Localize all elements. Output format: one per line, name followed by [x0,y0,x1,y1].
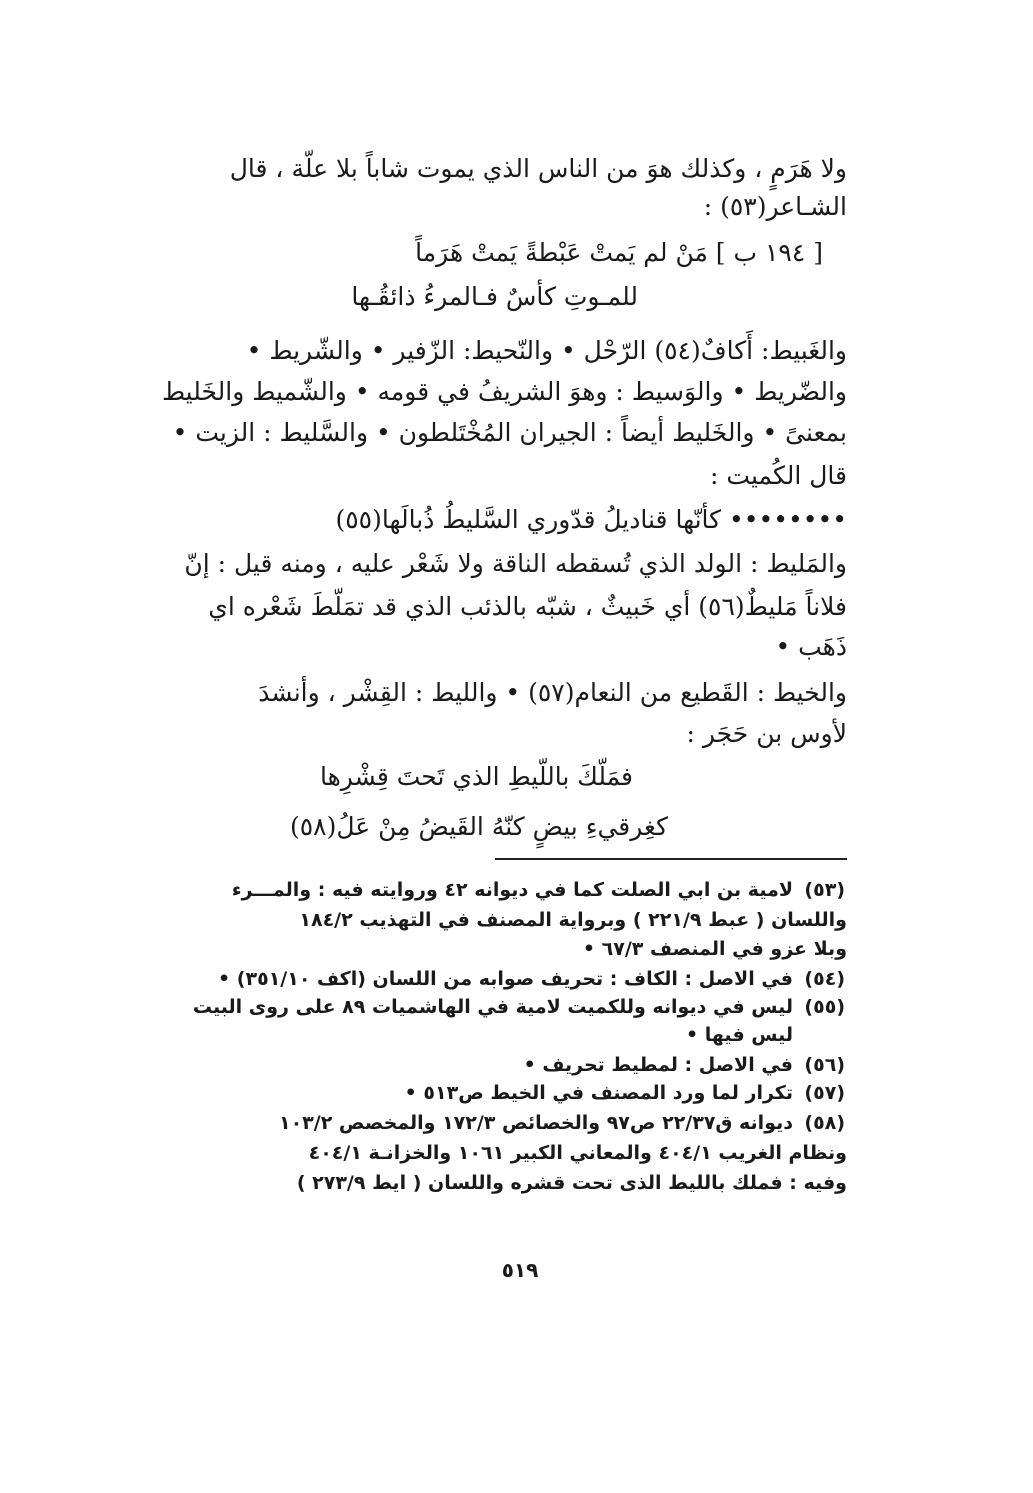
footnote-line: في الاصل : لمطيط تحريف • [523,1054,793,1076]
verse-hemistich: فمَلّكَ باللّيطِ الذي تَحتَ قِشْرِها [319,762,633,791]
footnote-number: (٥٨) [804,1112,845,1134]
body-line: قال الكُميت : [710,461,847,490]
body-line: لأوس بن حَجَر : [686,719,847,748]
body-line: الشـاعر(٥٣) : [703,192,847,221]
footnote-number: (٥٧) [804,1082,845,1104]
footnote-line: ونظام الغريب ٤٠٤/١ والمعاني الكبير ١٠٦١ والخزانـة ٤٠٤/١ [308,1142,847,1164]
footnote-line: في الاصل : الكاف : تحريف صوابه من اللسان (اكف ٣٥١/١٠) • [218,968,793,990]
page-number: ٥١٩ [501,1258,539,1282]
footnote-divider [495,858,847,860]
footnote-line: وفيه : فملك بالليط الذى تحت قشره واللسان ( ايط ٢٧٣/٩ ) [296,1172,847,1194]
footnote-line: تكرار لما ورد المصنف في الخيط ص٥١٣ • [404,1082,793,1104]
footnote-line: ليس في ديوانه وللكميت لامية في الهاشميات ٨٩ على روى البيت [192,996,793,1018]
footnote-line: وبلا عزو في المنصف ٦٧/٣ • [582,938,847,960]
footnote-number: (٥٤) [804,968,845,990]
verse-hemistich: للمـوتِ كأسٌ فـالمرءُ ذائقُـها [351,282,638,311]
footnote-line: واللسان ( عبط ٢٢١/٩ ) وبرواية المصنف في التهذيب ١٨٤/٢ [299,909,847,931]
verse-hemistich: [ ١٩٤ ب ] مَنْ لم يَمتْ عَبْطةً يَمتْ هَرَماً [415,238,823,267]
verse-line: •••••••• كأنّها قناديلُ قدّوري السَّليطُ ذُبالَها(٥٥) [335,505,847,534]
body-line: فلاناً مَليطٌ(٥٦) أي خَبيثٌ ، شبّه بالذئب الذي قد تمَلّطَ شَعْره اي [208,592,847,621]
footnote-number: (٥٥) [804,996,845,1018]
body-line: ولا هَرَمٍ ، وكذلك هوَ من الناس الذي يموت شاباً بلا علّة ، قال [229,154,847,183]
footnote-line: ليس فيها • [686,1024,793,1046]
body-line: والمَليط : الولد الذي تُسقطه الناقة ولا شَعْر عليه ، ومنه قيل : إنّ [184,549,847,578]
footnote-line: لامية بن ابي الصلت كما في ديوانه ٤٢ وروايته فيه : والمـــرء [231,879,793,901]
footnote-line: ديوانه ق٢٢/٣٧ ص٩٧ والخصائص ١٧٢/٣ والمخصص ١٠٣/٢ [278,1112,793,1134]
body-line: ذَهَب • [775,632,847,661]
body-line: بمعنىً • والخَليط أيضاً : الجيران المُخْتَلطون • والسَّليط : الزيت • [172,418,847,447]
body-line: والضّريط • والوَسيط : وهوَ الشريفُ في قومه • والشّميط والخَليط [161,377,847,406]
footnote-number: (٥٦) [804,1054,845,1076]
footnote-number: (٥٣) [804,879,845,901]
verse-hemistich: كغِرقيءِ بيضٍ كنّهُ القَيضُ مِنْ عَلُ(٥٨) [289,812,668,841]
body-line: والغَبيط: أَكافٌ(٥٤) الرّحْل • والنّحيط: الزّفير • والشّريط • [246,336,847,365]
body-line: والخيط : القَطيع من النعام(٥٧) • والليط : القِشْر ، وأنشدَ [258,678,847,707]
